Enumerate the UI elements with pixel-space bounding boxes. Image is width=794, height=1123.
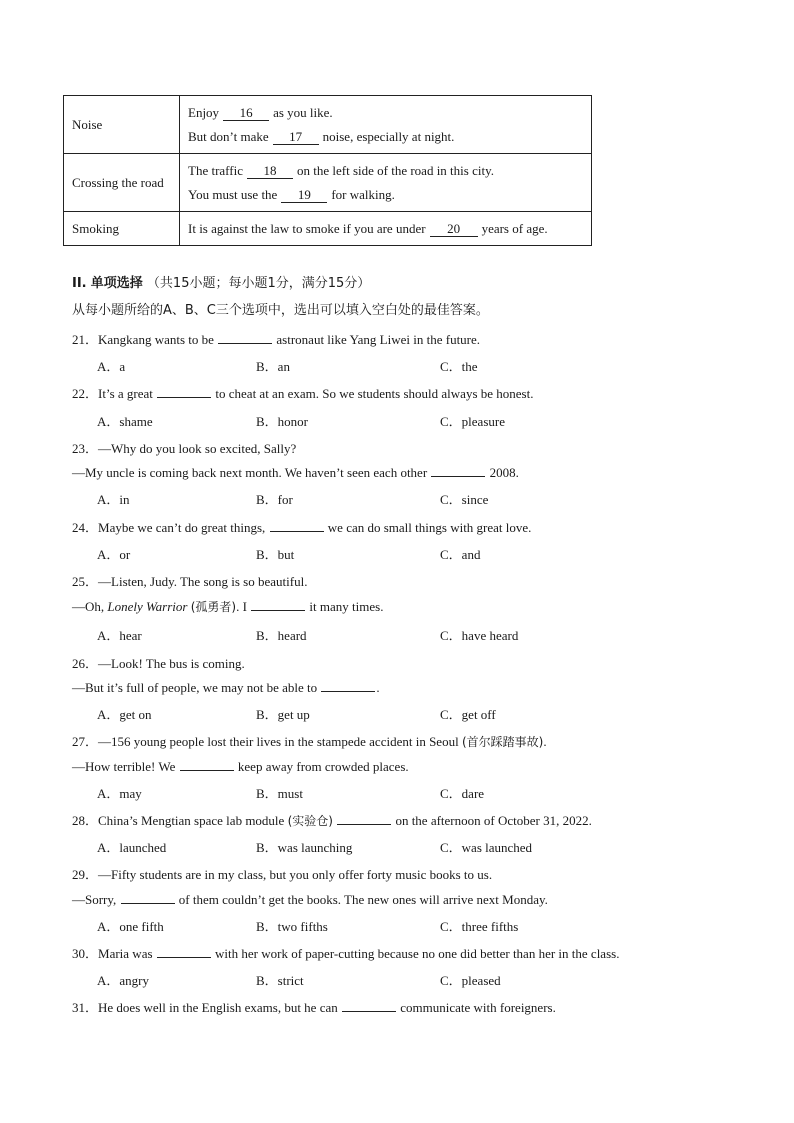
question-text: Maybe we can’t do great things,	[98, 520, 266, 535]
question-text: —Look! The bus is coming.	[98, 656, 245, 671]
option-a: A．angry	[97, 973, 149, 988]
blank-20: 20	[430, 222, 478, 237]
question-text: —My uncle is coming back next month. We haven’t seen each other	[72, 465, 428, 480]
question-23	[72, 438, 296, 457]
option-c: C．since	[440, 492, 489, 507]
answer-blank	[342, 999, 396, 1012]
option-a: A．shame	[97, 414, 153, 429]
answer-blank	[218, 331, 272, 344]
question-text: (实验仓)	[287, 814, 333, 828]
option-b: B．heard	[256, 628, 307, 643]
option-a: A．launched	[97, 840, 167, 855]
question-23-reply	[72, 464, 519, 481]
option-c: C．was launched	[440, 840, 533, 855]
answer-blank	[251, 598, 305, 611]
option-b: B．was launching	[256, 840, 353, 855]
answer-blank	[121, 891, 175, 904]
question-text: 23．	[72, 441, 99, 456]
option-c: C．and	[440, 547, 481, 562]
option-c: C．three fifths	[440, 919, 519, 934]
option-b: B．two fifths	[256, 919, 328, 934]
table-topic: Crossing the road	[64, 154, 180, 212]
question-27	[72, 731, 547, 750]
question-text: —Why do you look so excited, Sally?	[98, 441, 297, 456]
question-29-reply	[72, 891, 548, 908]
blank-17: 17	[273, 130, 319, 145]
answer-blank	[270, 519, 324, 532]
question-text: —Sorry,	[72, 892, 117, 907]
question-text: —How terrible! We	[72, 759, 176, 774]
rule-text: on the left side of the road in this city.	[296, 163, 494, 178]
question-text: communicate with foreigners.	[400, 1000, 556, 1015]
question-text: Lonely Warrior	[107, 599, 188, 614]
question-text: 28．	[72, 813, 99, 828]
answer-blank	[337, 812, 391, 825]
blank-19: 19	[281, 188, 327, 203]
option-b: B．honor	[256, 414, 309, 429]
question-25-reply	[72, 598, 383, 615]
answer-blank	[157, 945, 211, 958]
table-row	[64, 212, 592, 246]
question-25	[72, 571, 307, 590]
rule-text: You must use the	[188, 186, 278, 202]
question-30	[72, 943, 619, 962]
question-text: to cheat at an exam. So we students should always be honest.	[215, 386, 534, 401]
option-c: C．pleasure	[440, 414, 505, 429]
section-title	[72, 272, 370, 291]
option-c: C．get off	[440, 707, 496, 722]
question-text: It’s a great	[98, 386, 153, 401]
answer-blank	[321, 679, 375, 692]
blank-18: 18	[247, 164, 293, 179]
answer-blank	[180, 758, 234, 771]
question-text: 21．	[72, 332, 99, 347]
question-text: 2008.	[489, 465, 519, 480]
rule-text: noise, especially at night.	[322, 128, 455, 144]
question-text: (首尔踩踏事故)	[461, 735, 544, 749]
table-topic: Smoking	[64, 212, 180, 246]
question-text: —Fifty students are in my class, but you only offer forty music books to us.	[98, 867, 493, 882]
question-text: with her work of paper-cutting because no one did better than her in the class.	[215, 946, 620, 961]
question-22	[72, 383, 533, 402]
question-text: 30．	[72, 946, 99, 961]
option-c: C．have heard	[440, 628, 519, 643]
question-text: 31．	[72, 1000, 99, 1015]
section-instruction: 从每小题所给的A、B、C三个选项中，选出可以填入空白处的最佳答案。	[72, 303, 489, 318]
question-text: —Listen, Judy. The song is so beautiful.	[98, 574, 308, 589]
option-c: C．pleased	[440, 973, 501, 988]
option-a: A．a	[97, 359, 126, 374]
option-b: B．an	[256, 359, 290, 374]
question-text: —156 young people lost their lives in the stampede accident in Seoul	[98, 734, 459, 749]
answer-blank	[431, 464, 485, 477]
question-28	[72, 810, 592, 829]
option-b: B．get up	[256, 707, 310, 722]
option-b: B．strict	[256, 973, 304, 988]
question-text: China’s Mengtian space lab module	[98, 813, 285, 828]
question-text: (孤勇者)	[190, 600, 237, 614]
option-b: B．must	[256, 786, 303, 801]
question-text: we can do small things with great love.	[327, 520, 532, 535]
question-text: 29．	[72, 867, 99, 882]
option-c: C．the	[440, 359, 478, 374]
table-row	[64, 154, 592, 212]
blank-16: 16	[223, 106, 269, 121]
rule-text: The traffic	[188, 163, 243, 178]
question-text: on the afternoon of October 31, 2022.	[395, 813, 592, 828]
section-heading: 单项选择	[90, 276, 143, 291]
option-a: A．one fifth	[97, 919, 164, 934]
rule-text: as you like.	[273, 105, 333, 120]
question-31	[72, 997, 556, 1016]
rules-table	[63, 95, 592, 246]
question-text: of them couldn’t get the books. The new ones will arrive next Monday.	[178, 892, 548, 907]
question-text: —But it’s full of people, we may not be able to	[72, 680, 318, 695]
table-topic: Noise	[64, 96, 180, 154]
question-text: astronaut like Yang Liwei in the future.	[276, 332, 481, 347]
question-text: it many times.	[309, 599, 384, 614]
question-text: 24．	[72, 520, 99, 535]
option-a: A．in	[97, 492, 130, 507]
option-c: C．dare	[440, 786, 485, 801]
question-text: .	[376, 680, 380, 695]
question-text: .	[543, 734, 547, 749]
question-26-reply	[72, 679, 380, 696]
rule-text: But don’t make	[188, 128, 269, 144]
question-21	[72, 329, 480, 348]
option-a: A．may	[97, 786, 142, 801]
question-29	[72, 864, 492, 883]
option-a: A．get on	[97, 707, 152, 722]
option-a: A．hear	[97, 628, 142, 643]
question-24	[72, 517, 531, 536]
option-a: A．or	[97, 547, 131, 562]
option-b: B．but	[256, 547, 295, 562]
question-27-reply	[72, 758, 409, 775]
question-text: keep away from crowded places.	[237, 759, 409, 774]
question-text: 26．	[72, 656, 99, 671]
answer-blank	[157, 385, 211, 398]
question-text: 22．	[72, 386, 99, 401]
rule-text: for walking.	[331, 186, 395, 202]
table-row	[64, 96, 592, 154]
rule-text: Enjoy	[188, 105, 220, 120]
question-text: . I	[236, 599, 247, 614]
option-b: B．for	[256, 492, 293, 507]
question-text: 27．	[72, 734, 99, 749]
section-number: II.	[72, 276, 87, 291]
section-scoring: （共15小题；每小题1分，满分15分）	[146, 276, 371, 291]
question-text: —Oh,	[72, 599, 105, 614]
question-text: Kangkang wants to be	[98, 332, 214, 347]
rule-text: It is against the law to smoke if you are under	[188, 220, 426, 236]
question-text: Maria was	[98, 946, 153, 961]
question-text: He does well in the English exams, but he can	[98, 1000, 338, 1015]
question-26	[72, 653, 245, 672]
rule-text: years of age.	[481, 220, 548, 236]
question-text: 25．	[72, 574, 99, 589]
